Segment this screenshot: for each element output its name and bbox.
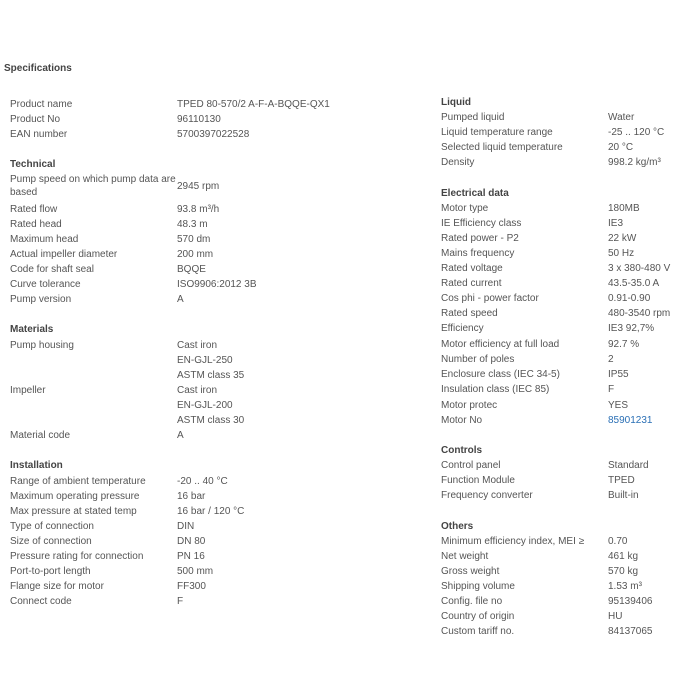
spec-row-flange-size [10,579,206,594]
section-heading-electrical: Electrical data [441,188,509,199]
spec-row-function-module [441,473,635,488]
spec-row-pump-housing [10,338,218,353]
spec-label: Motor No [441,415,483,426]
spec-value: YES [608,400,629,411]
spec-label: Code for shaft seal [10,264,94,275]
spec-label: Range of ambient temperature [10,476,146,487]
spec-value: Standard [608,460,649,471]
spec-value: 16 bar [177,491,206,502]
spec-value: 84137065 [608,626,653,637]
spec-value: 20 °C [608,142,634,153]
spec-row-pressure-rating [10,549,205,564]
spec-value: 95139406 [608,596,653,607]
spec-row-motor-efficiency [441,337,640,352]
spec-label: Density [441,157,475,168]
spec-label: Custom tariff no. [441,626,515,637]
spec-label: Rated voltage [441,263,503,274]
spec-row-shaft-seal [10,262,206,277]
spec-label: Motor efficiency at full load [441,339,560,350]
section-heading-controls: Controls [441,445,483,456]
spec-label: Pump housing [10,340,74,351]
spec-row-control-panel [441,458,649,473]
spec-row-max-pressure-temp [10,504,245,519]
spec-row-selected-liquid-temp [441,140,634,155]
spec-value: 2 [608,354,614,365]
spec-row-motor-protec [441,398,629,413]
spec-label: Insulation class (IEC 85) [441,384,550,395]
spec-row-maximum-head [10,232,211,247]
spec-value: FF300 [177,581,206,592]
spec-label: Rated flow [10,204,58,215]
spec-value: F [177,596,184,607]
spec-row-curve-tolerance [10,277,257,292]
spec-label: Cos phi - power factor [441,293,539,304]
spec-value: IP55 [608,369,629,380]
spec-label: EAN number [10,129,68,140]
section-heading-liquid: Liquid [441,97,471,108]
spec-row-rated-speed [441,306,671,321]
spec-label: Frequency converter [441,490,533,501]
spec-value: Cast iron [177,340,218,351]
spec-label: Rated speed [441,308,498,319]
spec-row-connection-size [10,534,206,549]
spec-label: Mains frequency [441,248,515,259]
spec-value: 5700397022528 [177,129,250,140]
spec-label: Gross weight [441,566,500,577]
spec-label: Shipping volume [441,581,515,592]
spec-label: Config. file no [441,596,503,607]
section-heading-technical: Technical [10,159,56,170]
spec-value: 1.53 m³ [608,581,642,592]
spec-value: 43.5-35.0 A [608,278,660,289]
spec-value: 570 dm [177,234,211,245]
spec-value: Built-in [608,490,639,501]
spec-row-impeller-diameter [10,247,214,262]
spec-row-ie-class [441,216,624,231]
spec-row-max-operating-pressure [10,489,206,504]
spec-label: Pump version [10,294,72,305]
spec-value: F [608,384,615,395]
spec-row-port-length [10,564,214,579]
spec-value: 16 bar / 120 °C [177,506,245,517]
spec-row-product-no [10,112,221,127]
spec-label: Efficiency [441,323,484,334]
spec-row-cos-phi [441,291,651,306]
spec-value: ASTM class 30 [177,415,245,426]
spec-label: Function Module [441,475,515,486]
spec-label: Pumped liquid [441,112,505,123]
spec-value: ASTM class 35 [177,370,245,381]
spec-value: 96110130 [177,114,221,125]
spec-row-ean-number [10,127,250,142]
spec-value: 48.3 m [177,219,208,230]
spec-row-pump-speed [10,173,220,199]
spec-row-impeller [10,383,218,398]
spec-label: Impeller [10,385,46,396]
spec-value: -20 .. 40 °C [177,476,228,487]
section-heading-materials: Materials [10,324,54,335]
spec-row-gross-weight [441,564,639,579]
spec-row-connect-code [10,594,184,609]
spec-value: TPED 80-570/2 A-F-A-BQQE-QX1 [177,99,330,110]
spec-label: Material code [10,430,71,441]
section-heading-others: Others [441,521,474,532]
spec-label: Curve tolerance [10,279,81,290]
spec-label: Motor protec [441,400,498,411]
spec-row-enclosure-class [441,367,629,382]
spec-value: 50 Hz [608,248,635,259]
spec-row-rated-power [441,231,637,246]
spec-label: Motor type [441,203,489,214]
spec-row-motor-type [441,201,640,216]
spec-value: 93.8 m³/h [177,204,220,215]
spec-label: Max pressure at stated temp [10,506,137,517]
section-heading-installation: Installation [10,460,63,471]
spec-label: Product name [10,99,73,110]
spec-row-rated-head [10,217,208,232]
spec-label: Flange size for motor [10,581,104,592]
spec-value: IE3 [608,218,624,229]
spec-label: Product No [10,114,61,125]
spec-label: Selected liquid temperature [441,142,563,153]
spec-label: Maximum head [10,234,79,245]
spec-label: Rated power - P2 [441,233,519,244]
spec-row-frequency-converter [441,488,639,503]
spec-value: 0.91-0.90 [608,293,651,304]
spec-label: Pressure rating for connection [10,551,144,562]
spec-row-pumped-liquid [441,110,635,125]
spec-label: Liquid temperature range [441,127,553,138]
spec-value: ISO9906:2012 3B [177,279,257,290]
motor-no-link[interactable]: 85901231 [608,415,653,426]
spec-label: Pump speed on which pump data are based [10,174,176,198]
spec-row-product-name [10,97,330,112]
spec-row-custom-tariff [441,624,653,639]
spec-value: 22 kW [608,233,637,244]
spec-value: -25 .. 120 °C [608,127,665,138]
spec-row-density [441,155,661,170]
spec-row-number-of-poles [441,352,614,367]
spec-value: Cast iron [177,385,218,396]
spec-value: 180MB [608,203,640,214]
spec-value: PN 16 [177,551,205,562]
spec-value: Water [608,112,635,123]
spec-value: 998.2 kg/m³ [608,157,661,168]
spec-row-efficiency [441,321,655,336]
spec-value: DN 80 [177,536,206,547]
spec-row-material-code [10,428,184,443]
spec-label: Maximum operating pressure [10,491,140,502]
spec-value: A [177,294,184,305]
spec-value: A [177,430,184,441]
spec-value: EN-GJL-200 [177,400,233,411]
spec-value: 500 mm [177,566,214,577]
spec-label: Minimum efficiency index, MEI ≥ [441,536,585,547]
spec-value: HU [608,611,623,622]
spec-row-motor-no [441,413,653,428]
page-title: Specifications [4,63,72,74]
spec-label: Rated head [10,219,62,230]
spec-row-pump-version [10,292,184,307]
spec-row-ambient-temp [10,474,228,489]
spec-value: EN-GJL-250 [177,355,233,366]
spec-value: 0.70 [608,536,628,547]
spec-label: Connect code [10,596,72,607]
spec-value: 3 x 380-480 V [608,263,671,274]
spec-label: Size of connection [10,536,92,547]
spec-value: 570 kg [608,566,639,577]
spec-row-liquid-temp-range [441,125,665,140]
spec-label: Rated current [441,278,502,289]
spec-value: TPED [608,475,635,486]
spec-label: Type of connection [10,521,94,532]
spec-value: DIN [177,521,195,532]
spec-label: Control panel [441,460,501,471]
spec-label: Number of poles [441,354,515,365]
spec-value: 461 kg [608,551,639,562]
spec-value: IE3 92,7% [608,323,655,334]
spec-row-rated-voltage [441,261,671,276]
spec-row-rated-current [441,276,660,291]
spec-row-country-of-origin [441,609,623,624]
spec-row-mei [441,534,628,549]
spec-row-shipping-volume [441,579,642,594]
spec-value: BQQE [177,264,206,275]
spec-value: 200 mm [177,249,214,260]
spec-row-rated-flow [10,202,220,217]
spec-label: Country of origin [441,611,515,622]
spec-label: Actual impeller diameter [10,249,118,260]
spec-label: Net weight [441,551,489,562]
spec-value: 92.7 % [608,339,640,350]
spec-value: 480-3540 rpm [608,308,671,319]
spec-label: Enclosure class (IEC 34-5) [441,369,560,380]
spec-row-net-weight [441,549,639,564]
spec-label: Port-to-port length [10,566,91,577]
spec-label: IE Efficiency class [441,218,522,229]
spec-row-connection-type [10,519,195,534]
spec-row-mains-frequency [441,246,635,261]
spec-row-insulation-class [441,382,615,397]
spec-row-config-file [441,594,653,609]
spec-value: 2945 rpm [177,181,220,192]
